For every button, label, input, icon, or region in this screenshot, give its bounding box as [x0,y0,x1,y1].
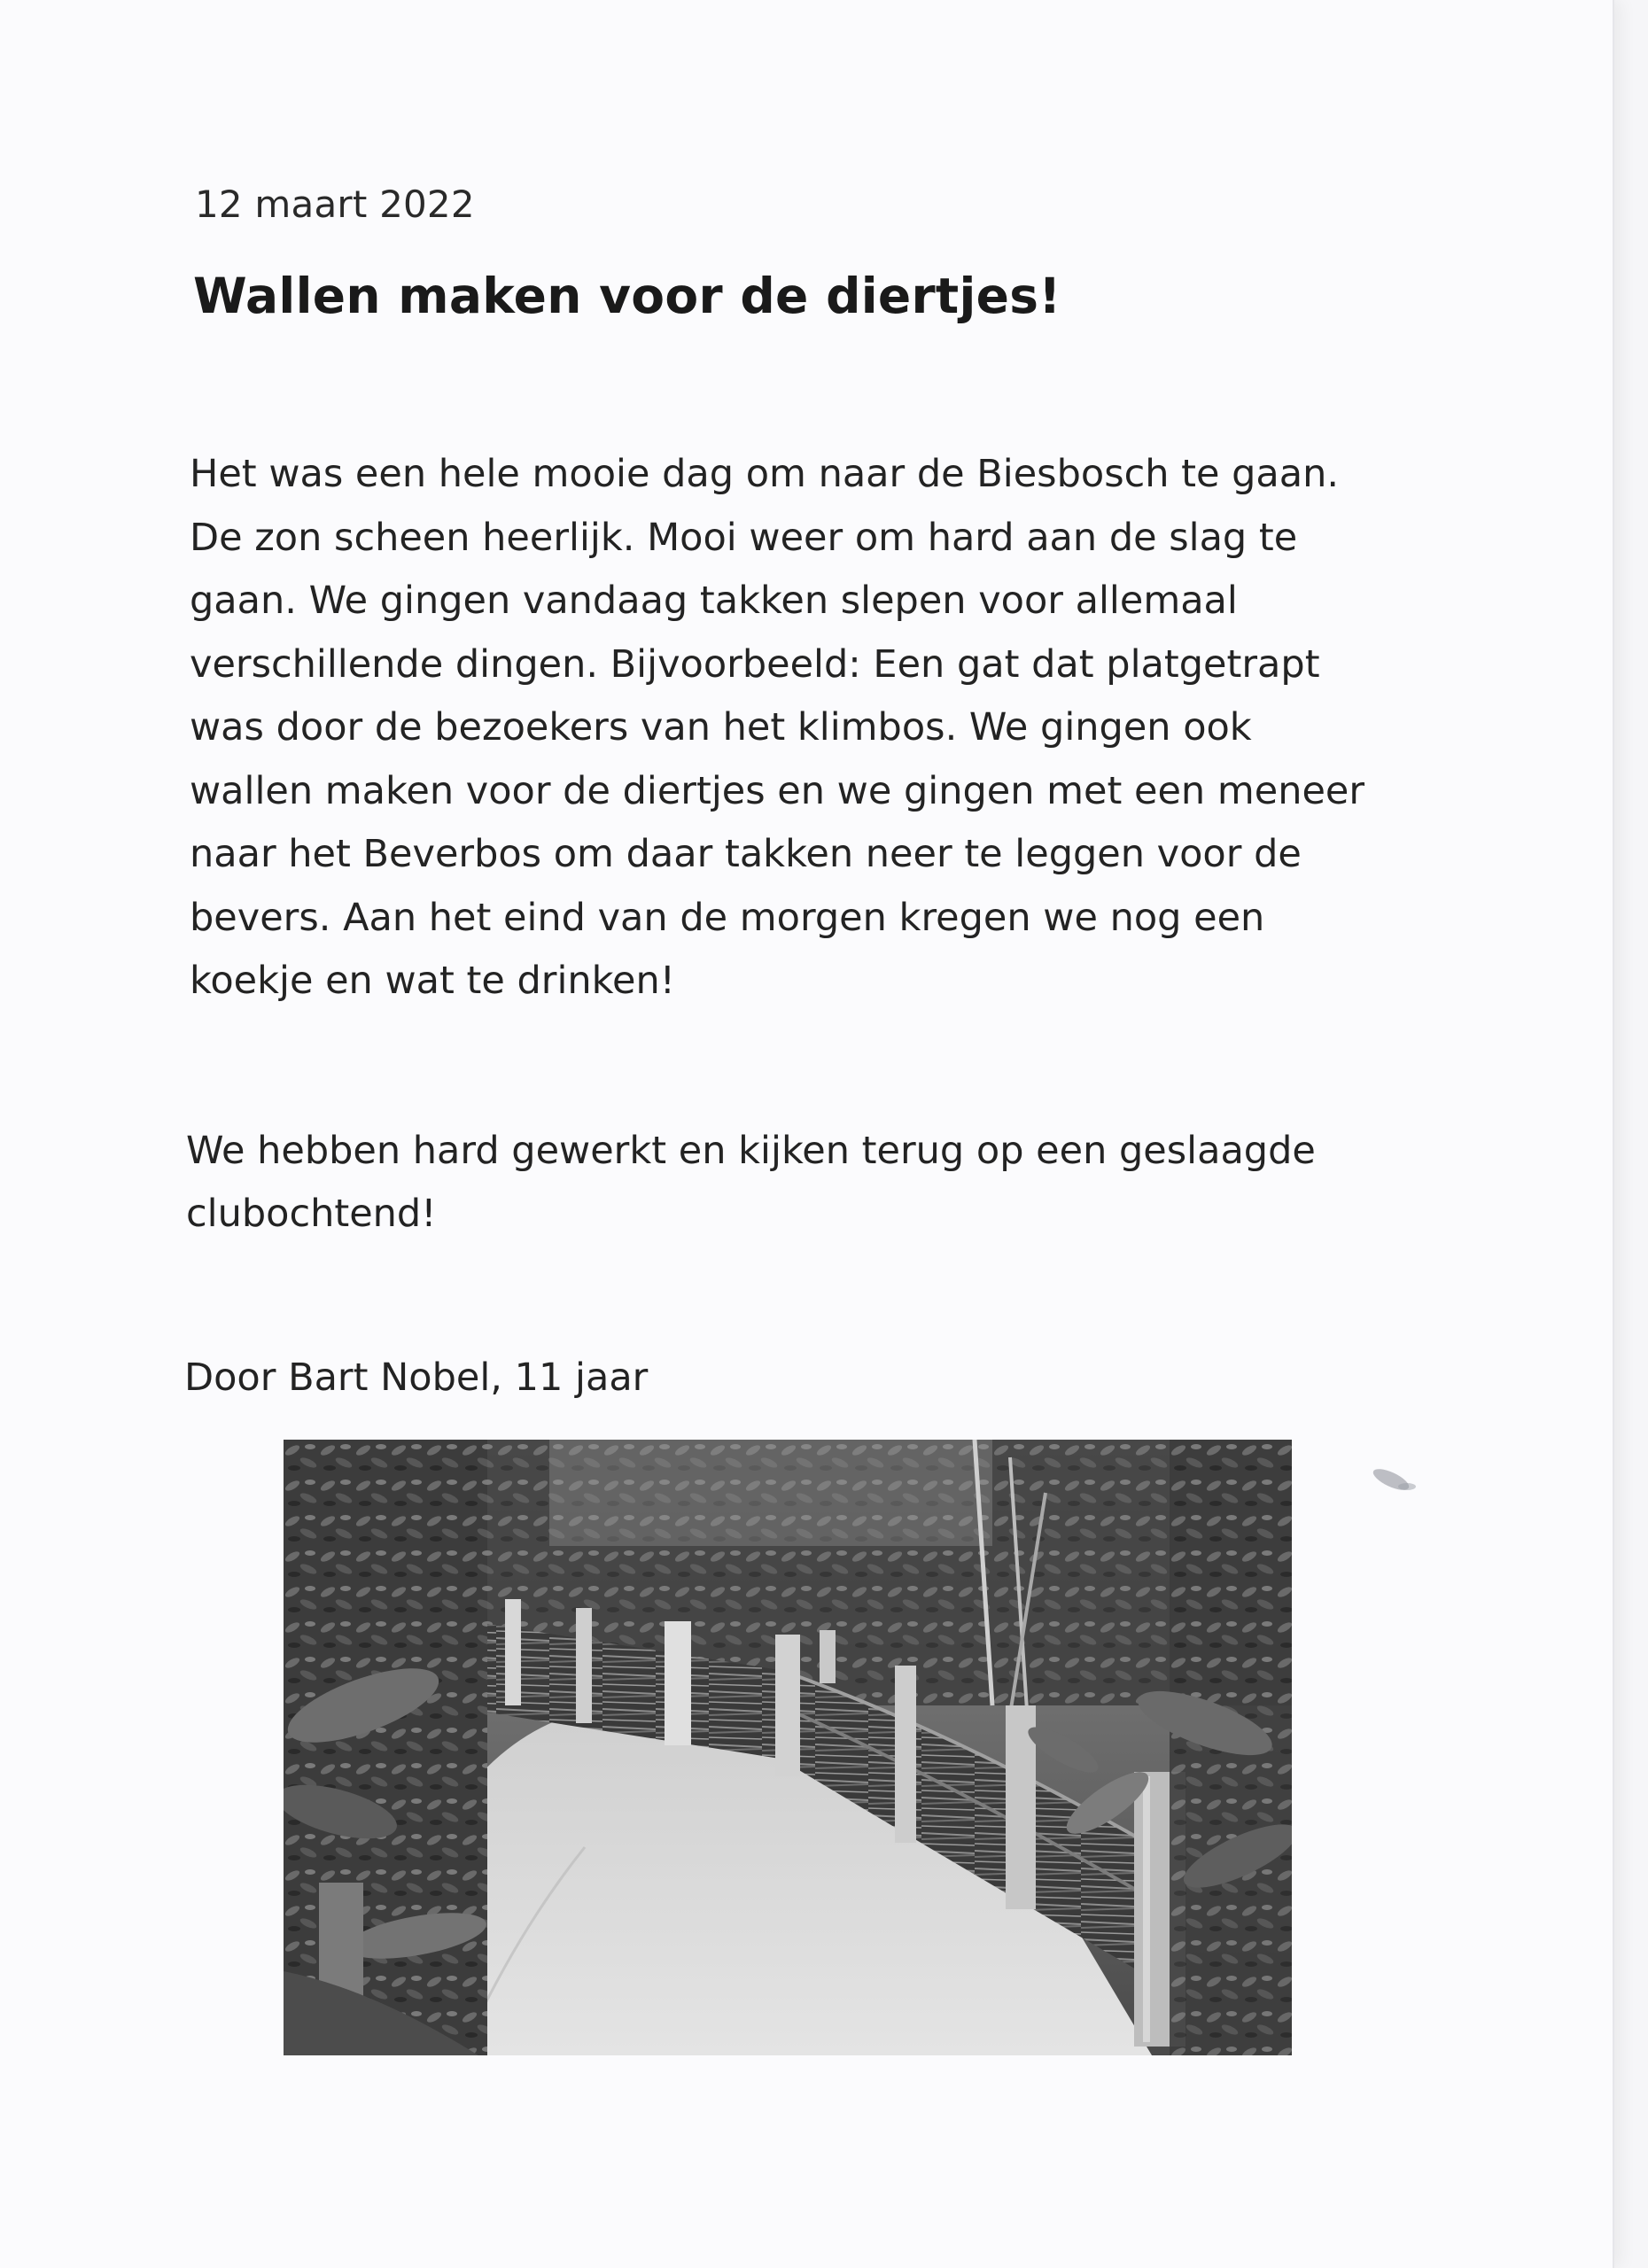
body-line: wallen maken voor de diertjes en we gingen met een meneer [190,768,1365,813]
body-line: De zon scheen heerlijk. Mooi weer om hard aan de slag te [190,515,1298,560]
article-date: 12 maart 2022 [195,183,475,226]
body-line: bevers. Aan het eind van de morgen kregen we nog een [190,895,1265,940]
body-line: koekje en wat te drinken! [190,959,675,1003]
closing-line: clubochtend! [186,1192,437,1236]
body-line: was door de bezoekers van het klimbos. We gingen ook [190,705,1252,750]
article-body [190,443,1430,1014]
article-closing [186,1120,1426,1246]
article-author: Door Bart Nobel, 11 jaar [184,1355,649,1400]
body-line: verschillende dingen. Bijvoorbeeld: Een gat dat platgetrapt [190,641,1320,687]
forest-path-photo-graphic [284,1440,1292,2055]
closing-line: We hebben hard gewerkt en kijken terug op een geslaagde [186,1129,1316,1173]
forest-path-photo [284,1440,1292,2055]
ink-smudge-mark [1364,1462,1426,1497]
body-line: naar het Beverbos om daar takken neer te leggen voor de [190,832,1302,876]
body-line: Het was een hele mooie dag om naar de Biesbosch te gaan. [190,452,1340,496]
article-title: Wallen maken voor de diertjes! [193,268,1061,324]
body-line: gaan. We gingen vandaag takken slepen voor allemaal [190,579,1238,623]
